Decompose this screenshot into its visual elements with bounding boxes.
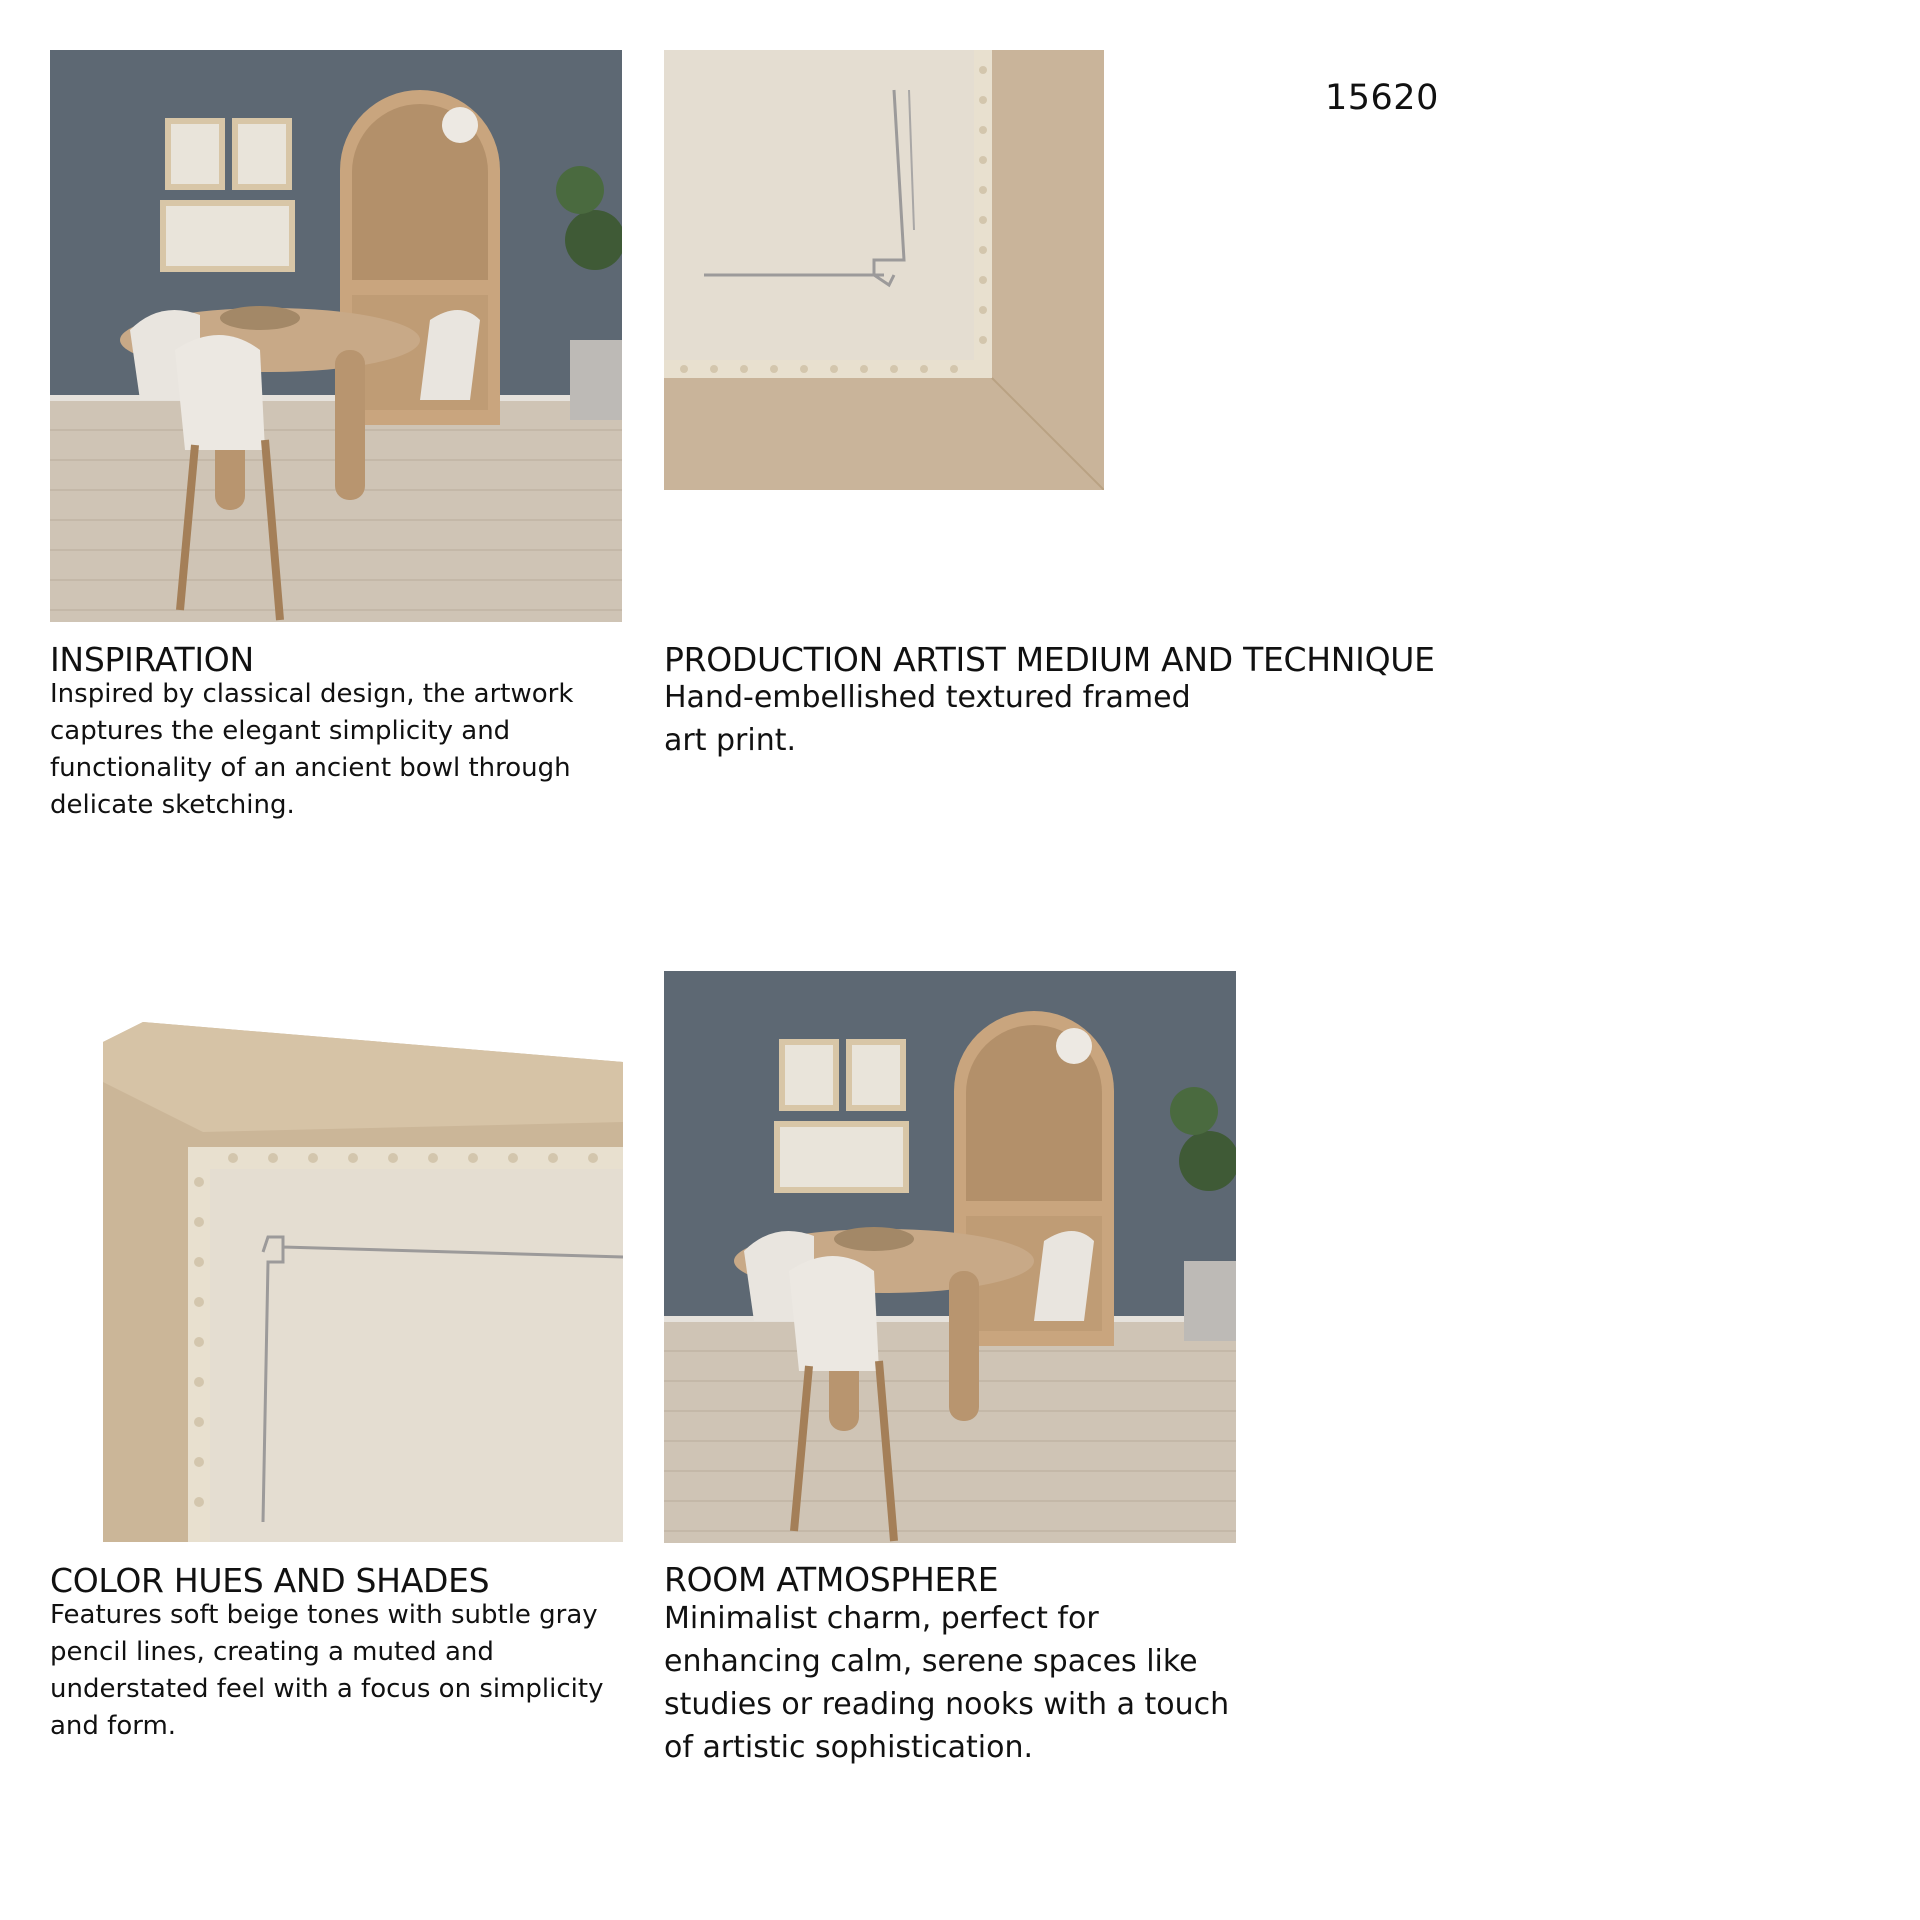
room-atmosphere-text: Minimalist charm, perfect for enhancing calm, serene spaces like studies or reading nooks with a touch of artistic sophistication. [664,1601,1230,1765]
color-hues-heading: COLOR HUES AND SHADES [50,1561,490,1600]
room-atmosphere-heading: ROOM ATMOSPHERE [664,1560,999,1599]
room-scene-image [50,50,622,622]
product-sku: 15620 [1325,78,1439,118]
room-atmosphere-image [664,971,1236,1543]
inspiration-text: Inspired by classical design, the artwork captures the elegant simplicity and functionality of an ancient bowl through delicate sketching. [50,679,574,820]
inspiration-heading: INSPIRATION [50,640,254,679]
frame-angled-closeup-image [103,1022,623,1542]
medium-technique-text: Hand-embellished textured framed art print. [664,680,1191,758]
color-hues-text: Features soft beige tones with subtle gray pencil lines, creating a muted and understated feel with a focus on simplicity and form. [50,1600,604,1741]
frame-corner-closeup-image [664,50,1104,490]
medium-technique-heading: PRODUCTION ARTIST MEDIUM AND TECHNIQUE [664,640,1435,679]
